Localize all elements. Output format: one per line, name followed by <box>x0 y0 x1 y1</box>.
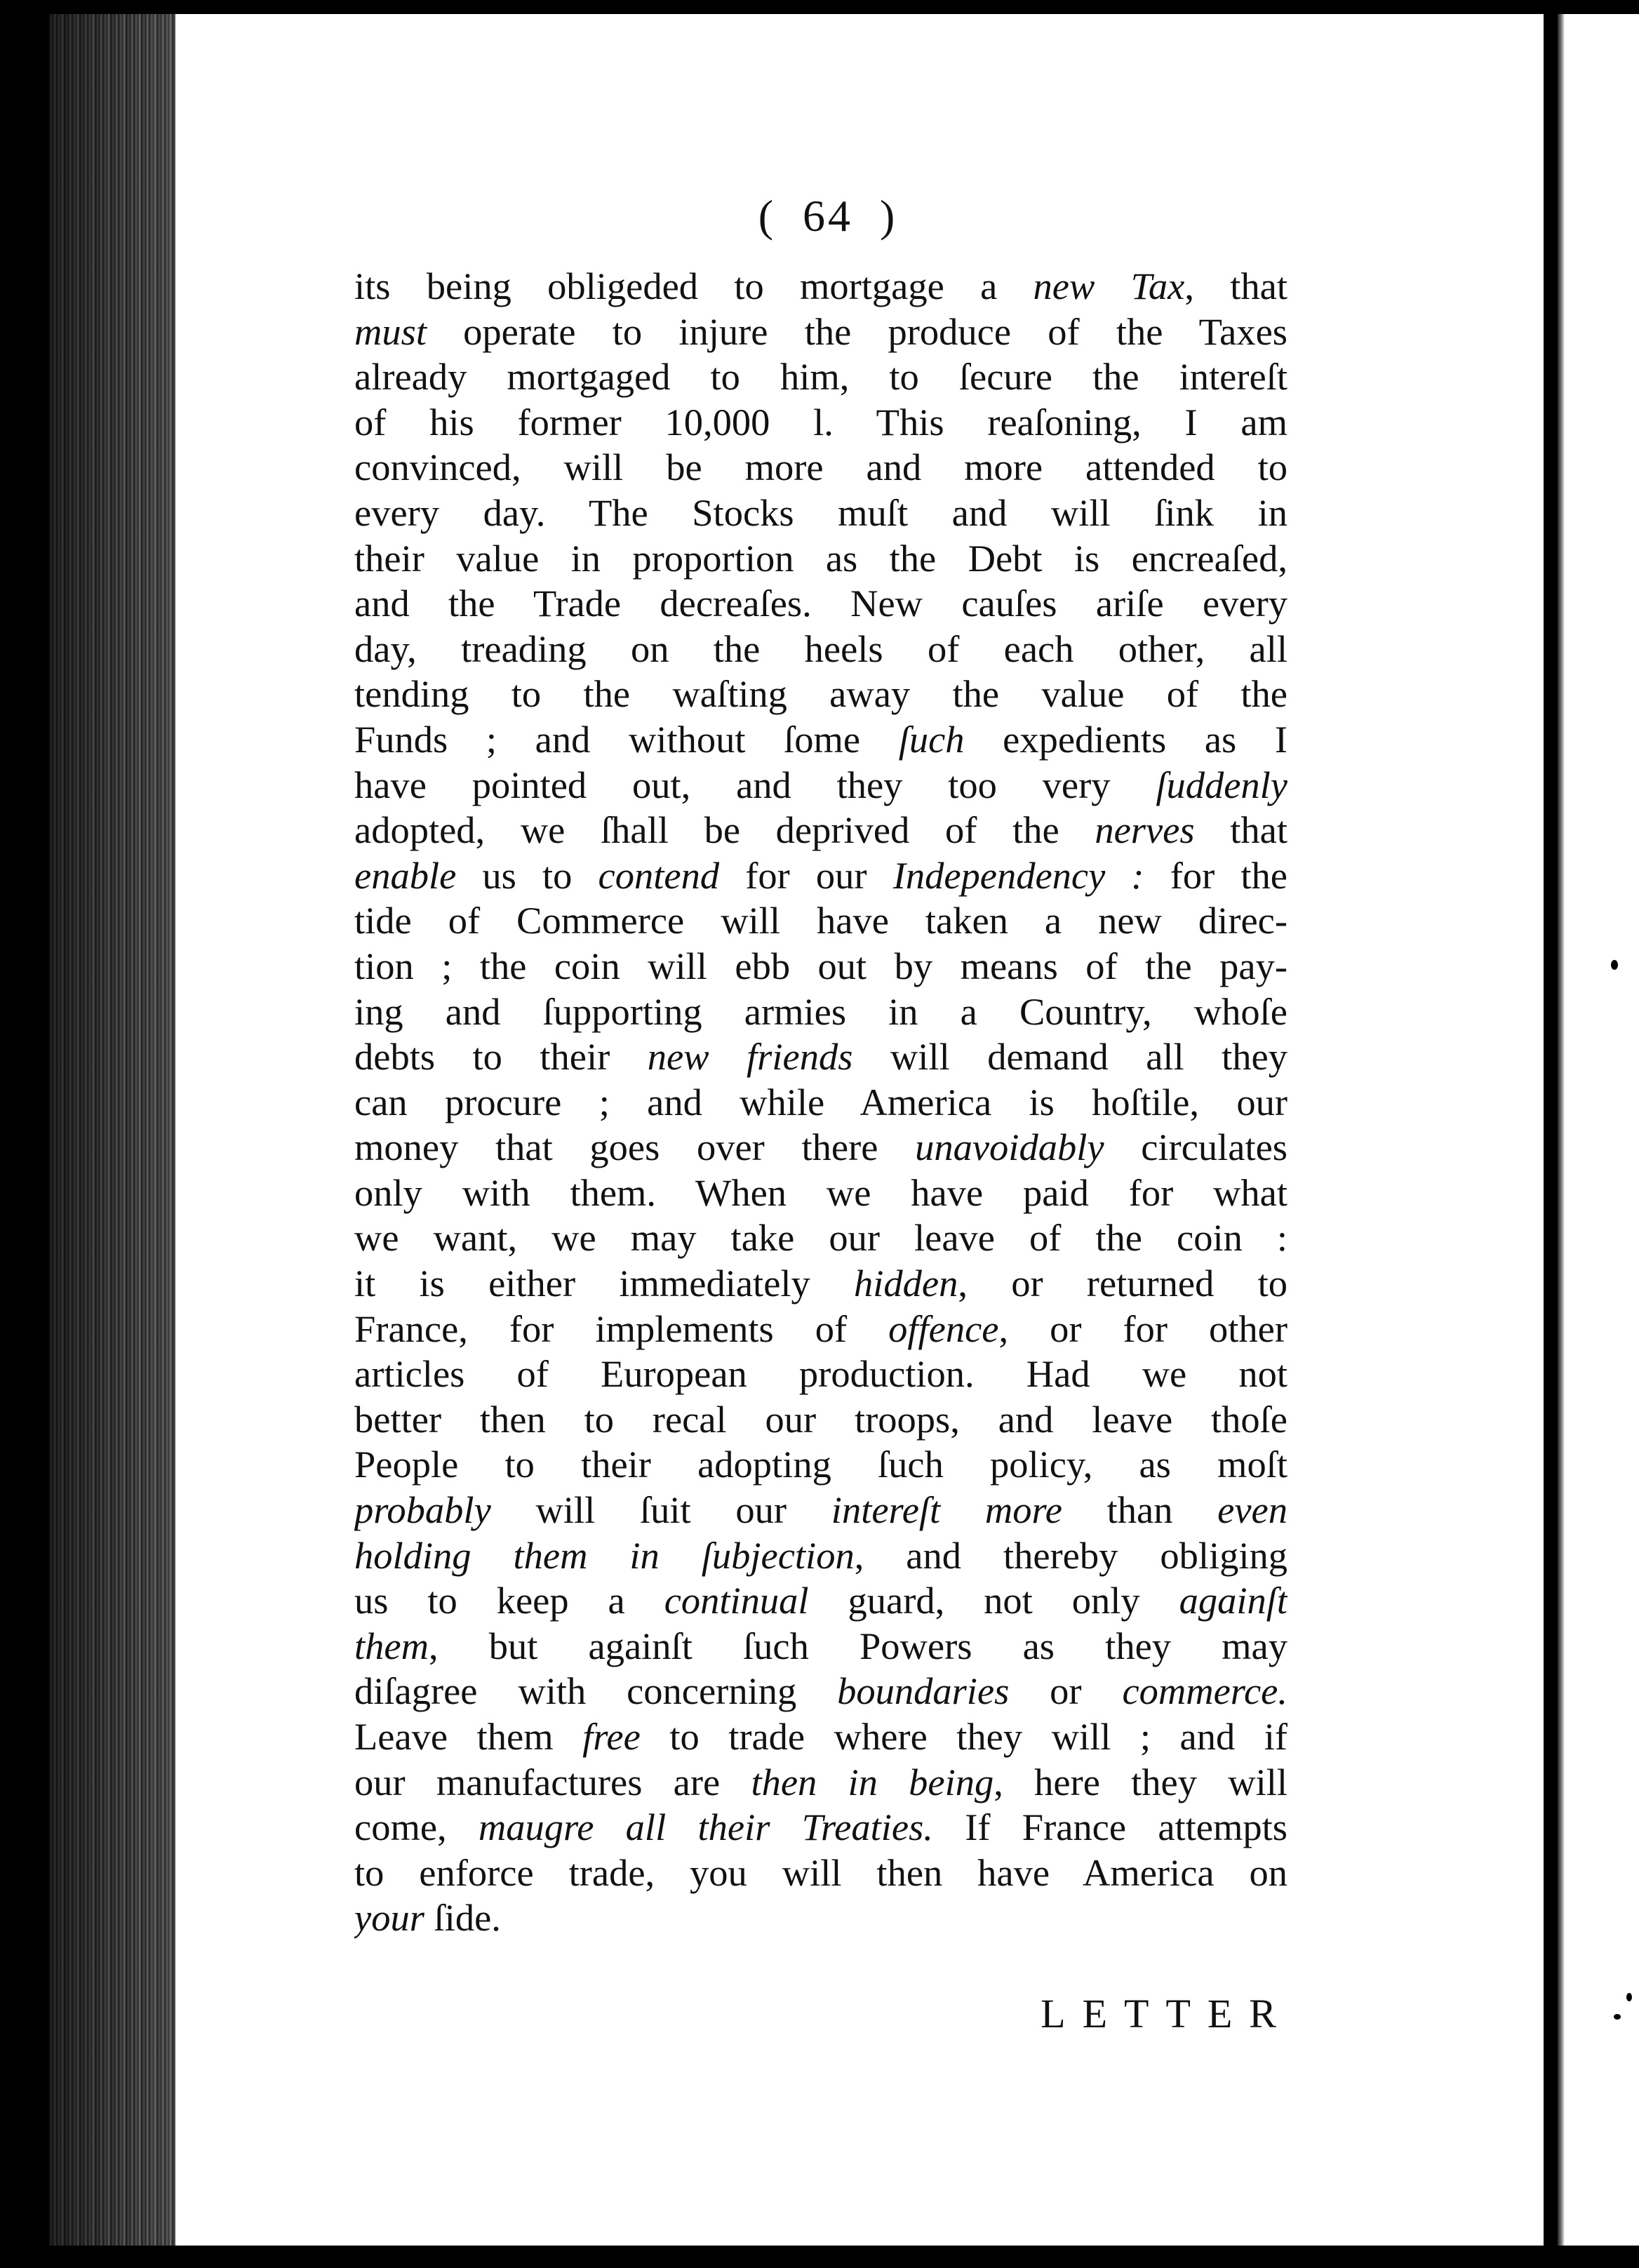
text-line: tending to the waſting away the value of the <box>354 672 1287 716</box>
text-line: probably will ſuit our intereſt more than even <box>354 1488 1287 1532</box>
text-line: have pointed out, and they too very ſuddenly <box>354 763 1287 806</box>
italic-emphasis: enable <box>354 853 457 897</box>
book-gutter <box>1544 0 1558 2268</box>
italic-emphasis: holding them in ſubjection <box>354 1533 855 1577</box>
text-line: every day. The Stocks muſt and will ſink in <box>354 491 1287 534</box>
text-line: us to keep a continual guard, not only againſt <box>354 1579 1287 1622</box>
italic-emphasis: Independency : <box>892 853 1144 897</box>
text-line: diſagree with concerning boundaries or commerce. <box>354 1669 1287 1713</box>
text-line: only with them. When we have paid for what <box>354 1170 1287 1214</box>
text-line: adopted, we ſhall be deprived of the nerves that <box>354 808 1287 852</box>
page-number-header <box>716 181 940 251</box>
text-line: France, for implements of offence, or for other <box>354 1307 1287 1350</box>
margin-speck <box>1614 2014 1621 2020</box>
text-line: their value in proportion as the Debt is encreaſed, <box>354 536 1287 580</box>
text-line: your ſide. <box>354 1896 501 1940</box>
text-line: and the Trade decreaſes. New cauſes ariſe every <box>354 582 1287 625</box>
text-line: we want, we may take our leave of the coin : <box>354 1216 1287 1260</box>
margin-speck <box>1611 960 1618 970</box>
facing-page-edge <box>1558 14 1639 2246</box>
italic-emphasis: againſt <box>1179 1579 1287 1622</box>
italic-emphasis: new Tax <box>1033 265 1185 307</box>
italic-emphasis: nerves <box>1095 808 1195 852</box>
italic-emphasis: new friends <box>647 1035 853 1079</box>
text-line: already mortgaged to him, to ſecure the intereſt <box>354 355 1287 399</box>
text-line: Funds ; and without ſome ſuch expedients as I <box>354 717 1287 761</box>
page-number: 64 <box>803 191 853 241</box>
text-line: them, but againſt ſuch Powers as they may <box>354 1624 1287 1667</box>
body-text <box>354 264 1287 1941</box>
text-line: must operate to injure the produce of the Taxes <box>354 309 1287 353</box>
italic-emphasis: continual <box>664 1579 809 1622</box>
open-parenthesis: ( <box>758 191 776 241</box>
text-line: Leave them free to trade where they will ; and if <box>354 1715 1287 1758</box>
italic-emphasis: must <box>354 309 427 353</box>
text-line: tion ; the coin will ebb out by means of the pay- <box>354 944 1287 987</box>
text-line: it is either immediately hidden, or returned to <box>354 1262 1287 1305</box>
text-line: articles of European production. Had we not <box>354 1352 1287 1396</box>
italic-emphasis: then in being <box>751 1760 994 1803</box>
italic-emphasis: contend <box>598 853 720 897</box>
italic-emphasis: ſuddenly <box>1156 763 1287 806</box>
italic-emphasis: boundaries <box>837 1669 1010 1713</box>
italic-emphasis: probably <box>354 1488 491 1532</box>
italic-emphasis: even <box>1217 1488 1287 1532</box>
catchword: LETTER <box>1041 1991 1293 2036</box>
page-edges-stack <box>49 14 175 2246</box>
text-line: holding them in ſubjection, and thereby obliging <box>354 1533 1287 1577</box>
italic-emphasis: unavoidably <box>915 1126 1104 1169</box>
italic-emphasis: intereſt more <box>831 1488 1062 1532</box>
italic-emphasis: offence <box>888 1307 999 1350</box>
text-line: tide of Commerce will have taken a new direc- <box>354 899 1287 942</box>
margin-speck <box>10 632 17 640</box>
text-line: come, maugre all their Treaties. If France attempts <box>354 1806 1287 1849</box>
close-parenthesis: ) <box>880 191 898 241</box>
italic-emphasis: maugre all their Treaties. <box>478 1806 933 1849</box>
italic-emphasis: them <box>354 1624 429 1667</box>
text-line: better then to recal our troops, and leave thoſe <box>354 1397 1287 1441</box>
text-line: convinced, will be more and more attended to <box>354 446 1287 489</box>
italic-emphasis: ſuch <box>898 717 965 761</box>
text-line: of his former 10,000 l. This reaſoning, I am <box>354 400 1287 443</box>
margin-speck <box>1626 1993 1632 2001</box>
italic-emphasis: commerce. <box>1122 1669 1287 1713</box>
text-line: debts to their new friends will demand all they <box>354 1035 1287 1079</box>
text-line: ing and ſupporting armies in a Country, whoſe <box>354 989 1287 1033</box>
text-line: can procure ; and while America is hoſtile, our <box>354 1080 1287 1123</box>
italic-emphasis: hidden <box>854 1262 958 1305</box>
italic-emphasis: your <box>354 1896 424 1940</box>
text-line: day, treading on the heels of each other, all <box>354 627 1287 670</box>
text-line: People to their adopting ſuch policy, as moſt <box>354 1443 1287 1486</box>
text-line: to enforce trade, you will then have America on <box>354 1850 1287 1894</box>
text-line: our manufactures are then in being, here they will <box>354 1760 1287 1803</box>
text-line: money that goes over there unavoidably circulates <box>354 1126 1287 1169</box>
text-line: enable us to contend for our Independency : for the <box>354 853 1287 897</box>
italic-emphasis: free <box>582 1715 641 1758</box>
text-line: its being obligeded to mortgage a new Tax, that <box>354 265 1287 307</box>
